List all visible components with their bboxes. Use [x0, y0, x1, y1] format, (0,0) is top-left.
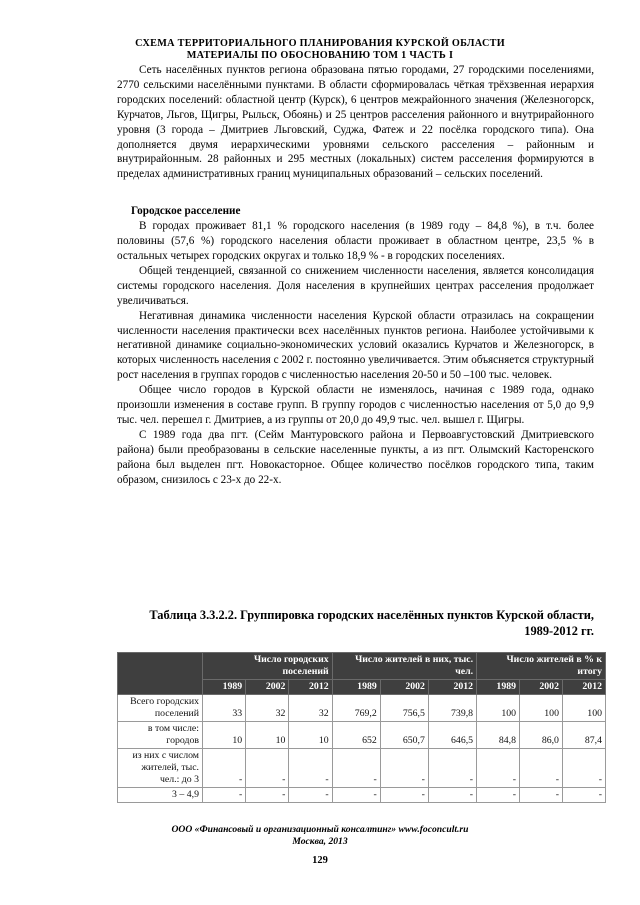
table-cell: -	[289, 788, 332, 803]
table-cell: 32	[246, 695, 289, 722]
table-cell: 650,7	[380, 722, 428, 749]
year-header: 1989	[477, 680, 520, 695]
paragraph: Общее число городов в Курской области не изменялось, начиная с 1989 года, однако произошли изменения в составе групп. В группу городов с численностью населения от 5,0 до 9,9 тыс. чел. перешел г. Дмитриев, а из группы от 20,0 до 49,9 тыс. чел. вышел г. Щигры.	[117, 384, 594, 426]
year-header: 1989	[332, 680, 380, 695]
table-cell: 10	[203, 722, 246, 749]
year-header: 2002	[380, 680, 428, 695]
table-cell: -	[520, 749, 563, 788]
table-cell: 32	[289, 695, 332, 722]
table-cell: -	[332, 788, 380, 803]
table-cell: 84,8	[477, 722, 520, 749]
table-cell: 652	[332, 722, 380, 749]
body-text	[117, 63, 594, 487]
table-cell: -	[246, 788, 289, 803]
table-cell: -	[428, 788, 476, 803]
header-subtitle: МАТЕРИАЛЫ ПО ОБОСНОВАНИЮ ТОМ 1 ЧАСТЬ I	[186, 50, 454, 61]
table-header-row	[118, 653, 606, 680]
footer-city: Москва, 2013	[292, 836, 348, 847]
year-header: 2002	[246, 680, 289, 695]
page-number: 129	[312, 855, 328, 866]
table-row	[118, 722, 606, 749]
table-cell: 769,2	[332, 695, 380, 722]
row-label: из них с числом жителей, тыс. чел.: до 3	[118, 749, 203, 788]
year-header: 1989	[203, 680, 246, 695]
table-cell: 100	[562, 695, 605, 722]
year-header: 2002	[520, 680, 563, 695]
row-label: Всего городских поселений	[118, 695, 203, 722]
column-group-settlements: Число городских поселений	[203, 653, 333, 680]
table-cell: -	[246, 749, 289, 788]
table-cell: -	[380, 749, 428, 788]
table-cell: -	[203, 788, 246, 803]
section-heading: Городское расселение	[131, 205, 241, 218]
table-cell: -	[477, 749, 520, 788]
table-caption-line: Таблица 3.3.2.2. Группировка городских населённых пунктов Курской области,	[149, 608, 594, 622]
table-cell: 10	[246, 722, 289, 749]
table-caption	[117, 607, 594, 639]
row-label: 3 – 4,9	[118, 788, 203, 803]
table-cell: 646,5	[428, 722, 476, 749]
year-header: 2012	[428, 680, 476, 695]
table-cell: -	[477, 788, 520, 803]
table-cell: 756,5	[380, 695, 428, 722]
row-label: в том числе: городов	[118, 722, 203, 749]
table-cell: -	[289, 749, 332, 788]
table-cell: 739,8	[428, 695, 476, 722]
paragraph: С 1989 года два пгт. (Сейм Мантуровского района и Первоавгустовский Дмитриевского района) были преобразованы в сельские населенные пункты, а из пгт. Олымский Касторенского района был выделен пгт. Новокасторное. Общее количество посёлков городского типа, таким образом, снизилось с 23-х до 22-х.	[117, 428, 594, 486]
header-title: СХЕМА ТЕРРИТОРИАЛЬНОГО ПЛАНИРОВАНИЯ КУРСКОЙ ОБЛАСТИ	[135, 38, 505, 49]
table-caption-years: 1989-2012 гг.	[524, 624, 594, 638]
column-group-percent: Число жителей в % к итогу	[477, 653, 606, 680]
year-header: 2012	[562, 680, 605, 695]
table-cell: -	[380, 788, 428, 803]
year-header: 2012	[289, 680, 332, 695]
paragraph: Общей тенденцией, связанной со снижением численности населения, является консолидация системы городского населения. Доля населения в крупнейших центрах расселения продолжает увеличиваться.	[117, 264, 594, 307]
paragraph: Сеть населённых пунктов региона образована пятью городами, 27 городскими поселениями, 2770 сельскими населёнными пунктами. В области сформировалась чёткая трёхзвенная иерархия городских поселений: областной центр (Курск), 6 центров межрайонного значения (Железногорск, Курчатов, Льгов, Щигры, Рыльск, Обоянь) и 25 центров расселения районного и внутрирайонного уровня (3 города – Дмитриев Льговский, Суджа, Фатеж и 22 посёлка городского типа). Она дополняется двумя иерархическими уровнями сельского расселения – районным и внутрирайонным. 28 районных и 295 местных (локальных) систем расселения формируются в пределах административных границ муниципальных образований – сельских поселений.	[117, 64, 594, 181]
table-cell: -	[562, 749, 605, 788]
table-cell: -	[520, 788, 563, 803]
footer-company: ООО «Финансовый и организационный консалтинг» www.foconcult.ru	[171, 824, 469, 835]
table-row	[118, 788, 606, 803]
table-cell: 100	[477, 695, 520, 722]
table-row	[118, 749, 606, 788]
table-corner	[118, 653, 203, 695]
column-group-population: Число жителей в них, тыс. чел.	[332, 653, 476, 680]
table-cell: -	[562, 788, 605, 803]
table-cell: -	[203, 749, 246, 788]
table-cell: 100	[520, 695, 563, 722]
table-cell: 33	[203, 695, 246, 722]
paragraph: В городах проживает 81,1 % городского населения (в 1989 году – 84,8 %), в т.ч. более половины (57,6 %) городского населения области проживает в областном центре, 23,5 % в остальных четырех городских округах и только 18,9 % - в городских поселениях.	[117, 220, 594, 262]
table-cell: 10	[289, 722, 332, 749]
table-cell: 86,0	[520, 722, 563, 749]
grouping-table	[117, 652, 606, 803]
table-cell: -	[428, 749, 476, 788]
table-cell: -	[332, 749, 380, 788]
table-cell: 87,4	[562, 722, 605, 749]
paragraph: Негативная динамика численности населения Курской области отразилась на сокращении численности населения практически всех населённых пунктов региона. Наиболее устойчивыми к негативной динамике социально-экономических условий оказались Курчатов и Железногорск, в которых численность населения с 2002 г. постоянно увеличивается. Этим объясняется структурный рост населения в группах городов с численностью населения 20-50 и 50 –100 тыс. человек.	[117, 309, 594, 382]
table-row	[118, 695, 606, 722]
